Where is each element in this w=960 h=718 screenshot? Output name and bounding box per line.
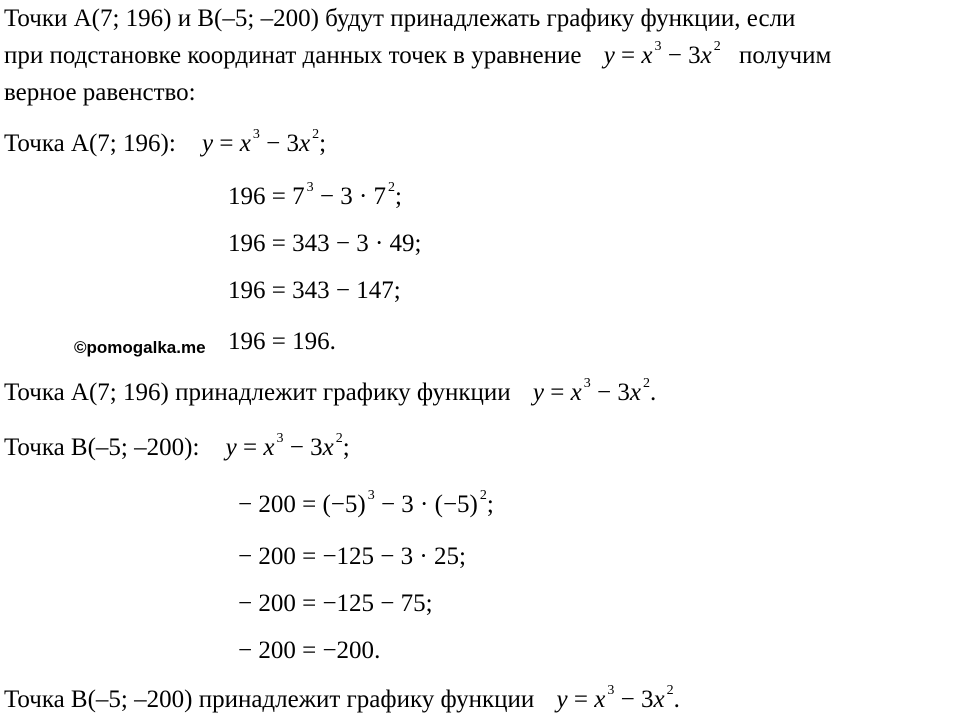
intro-line-2-text: при подстановке координат данных точек в уравнение (4, 42, 582, 69)
watermark-text: ©pomogalka.me (74, 338, 206, 357)
point-b-step-2: − 200 = −125 − 3 · 25; (238, 543, 466, 570)
point-a-step-2: 196 = 343 − 3 · 49; (228, 230, 422, 257)
intro-line-3: верное равенство: (4, 79, 196, 106)
point-b-conclusion-function: y = x $^3$ − 3x $^2$. (556, 683, 680, 713)
point-a-step-4: 196 = 196. (228, 328, 336, 355)
point-a-step-1: 196 = 7 $^3$ − 3 · 7 $^2$; (228, 180, 402, 210)
point-b-step-3: − 200 = −125 − 75; (238, 590, 433, 617)
point-b-step-1: − 200 = (−5) $^3$ − 3 · (−5) $^2$; (238, 488, 494, 518)
point-a-conclusion-function: y = x $^3$ − 3x $^2$. (532, 376, 657, 406)
watermark (74, 333, 206, 358)
point-a-label: Точка A(7; 196): y = x $^3$ − 3x $^2$; (4, 127, 327, 157)
point-b-conclusion: Точка B(–5; –200) принадлежит графику функции y = x $^3$ − 3x $^2$. (4, 683, 680, 713)
point-b-step-4: − 200 = −200. (238, 637, 381, 664)
point-a-function: y = x $^3$ − 3x $^2$; (202, 127, 327, 157)
point-a-step-3: 196 = 343 − 147; (228, 277, 401, 304)
intro-line-1: Точки A(7; 196) и B(–5; –200) будут принадлежать графику функции, если (4, 5, 796, 32)
intro-line-2-tail: получим (738, 42, 832, 69)
point-a-conclusion: Точка A(7; 196) принадлежит графику функции y = x $^3$ − 3x $^2$. (4, 376, 657, 406)
intro-line-2 (4, 39, 832, 69)
intro-function: y = x $^3$ − 3x $^2$ (603, 39, 721, 69)
point-b-function: y = x $^3$ − 3x $^2$; (225, 431, 350, 461)
point-b-label: Точка B(–5; –200): y = x $^3$ − 3x $^2$; (4, 431, 350, 461)
